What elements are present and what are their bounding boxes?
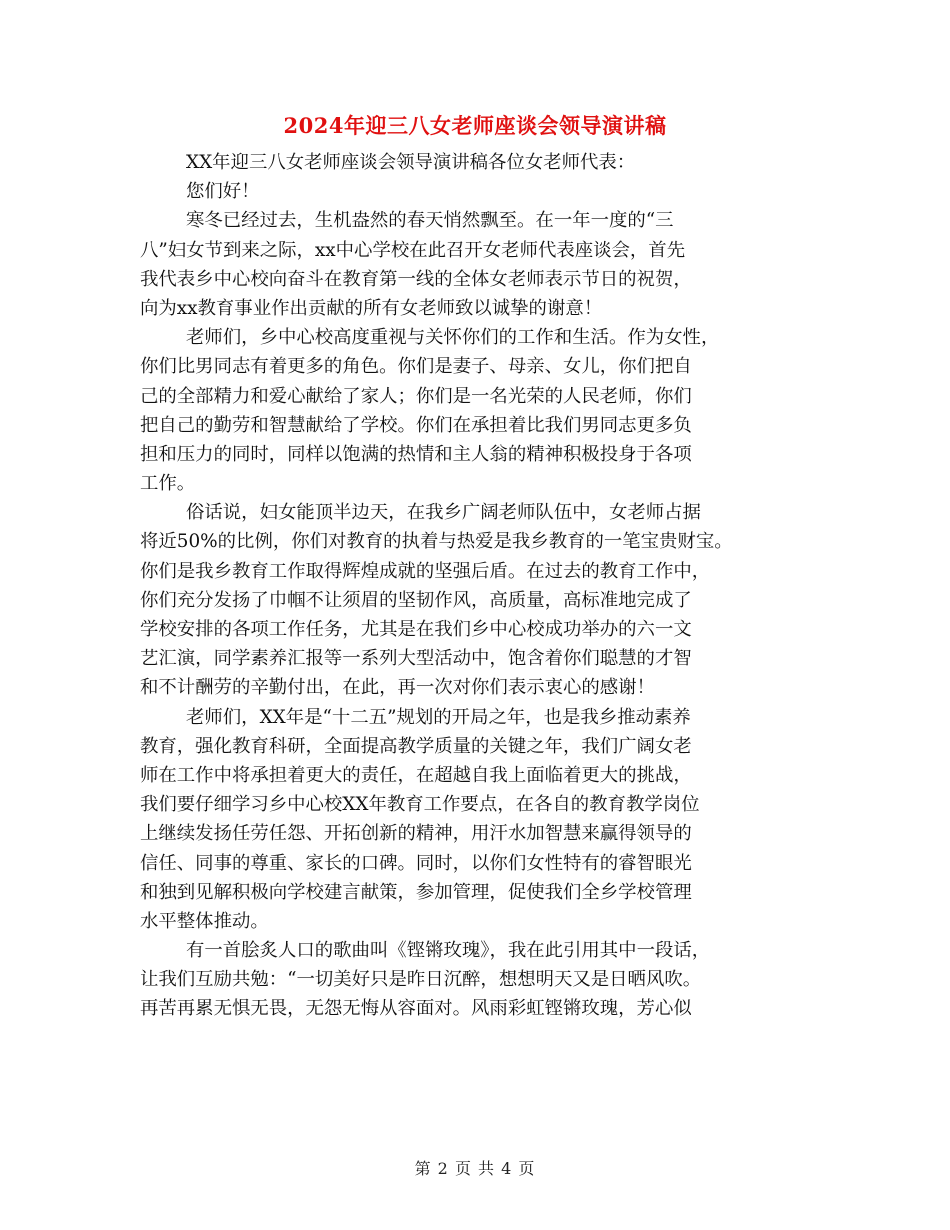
text-line: 你们是我乡教育工作取得辉煌成就的坚强后盾。在过去的教育工作中， [140,560,711,582]
text-line: 和独到见解积极向学校建言献策，参加管理，促使我们全乡学校管理 [140,881,692,903]
text-line: 师在工作中将承担着更大的责任，在超越自我上面临着更大的挑战， [140,764,692,786]
text-line: 向为xx教育事业作出贡献的所有女老师致以诚挚的谢意！ [140,297,603,319]
text-line: 再苦再累无惧无畏，无怨无悔从容面对。风雨彩虹铿锵玫瑰，芳心似 [140,998,692,1020]
text-line: 您们好！ [186,181,260,203]
text-line: 学校安排的各项工作任务，尤其是在我们乡中心校成功举办的六一文 [140,619,692,640]
text-line: 俗话说，妇女能顶半边天，在我乡广阔老师队伍中，女老师占据 [186,502,701,524]
text-line: 教育，强化教育科研，全面提高教学质量的关键之年，我们广阔女老 [140,735,692,757]
text-line: 你们充分发扬了巾帼不让须眉的坚韧作风，高质量，高标准地完成了 [140,589,692,611]
text-line: 水平整体推动。 [140,910,269,932]
text-line: 和不计酬劳的辛勤付出，在此，再一次对你们表示衷心的感谢！ [140,677,655,699]
text-line: 担和压力的同时，同样以饱满的热情和主人翁的精神积极投身于各项 [140,443,692,465]
text-line: 八”妇女节到来之际，xx中心学校在此召开女老师代表座谈会，首先 [140,239,686,261]
text-line: XX年迎三八女老师座谈会领导演讲稿各位女老师代表： [186,152,636,173]
text-line: 寒冬已经过去，生机盎然的春天悄然飘至。在一年一度的“三 [186,210,674,232]
text-line: 老师们，乡中心校高度重视与关怀你们的工作和生活。作为女性， [186,327,720,349]
text-line: 信任、同事的尊重、家长的口碑。同时，以你们女性特有的睿智眼光 [140,852,692,874]
document-title: 2024年迎三八女老师座谈会领导演讲稿 [283,113,667,138]
text-line: 我代表乡中心校向奋斗在教育第一线的全体女老师表示节日的祝贺， [140,268,692,290]
text-line: 让我们互励共勉：“一切美好只是昨日沉醉，想想明天又是日晒风吹。 [140,969,702,991]
text-line: 把自己的勤劳和智慧献给了学校。你们在承担着比我们男同志更多负 [140,414,692,436]
document-body [140,148,820,1024]
text-line: 工作。 [140,473,196,495]
text-line: 上继续发扬任劳任怨、开拓创新的精神，用汗水加智慧来赢得领导的 [140,823,692,845]
text-line: 将近50%的比例，你们对教育的执着与热爱是我乡教育的一笔宝贵财宝。 [140,531,733,553]
text-line: 艺汇演，同学素养汇报等一系列大型活动中，饱含着你们聪慧的才智 [140,648,692,670]
page-footer: 第 2 页 共 4 页 [414,1159,536,1178]
text-line: 我们要仔细学习乡中心校XX年教育工作要点，在各自的教育教学岗位 [140,794,700,816]
text-line: 有一首脍炙人口的歌曲叫《铿锵玫瑰》，我在此引用其中一段话， [186,940,711,962]
text-line: 己的全部精力和爱心献给了家人；你们是一名光荣的人民老师，你们 [140,385,692,407]
text-line: 老师们，XX年是“十二五”规划的开局之年，也是我乡推动素养 [186,706,691,728]
text-line: 你们比男同志有着更多的角色。你们是妻子、母亲、女儿，你们把自 [140,356,692,378]
